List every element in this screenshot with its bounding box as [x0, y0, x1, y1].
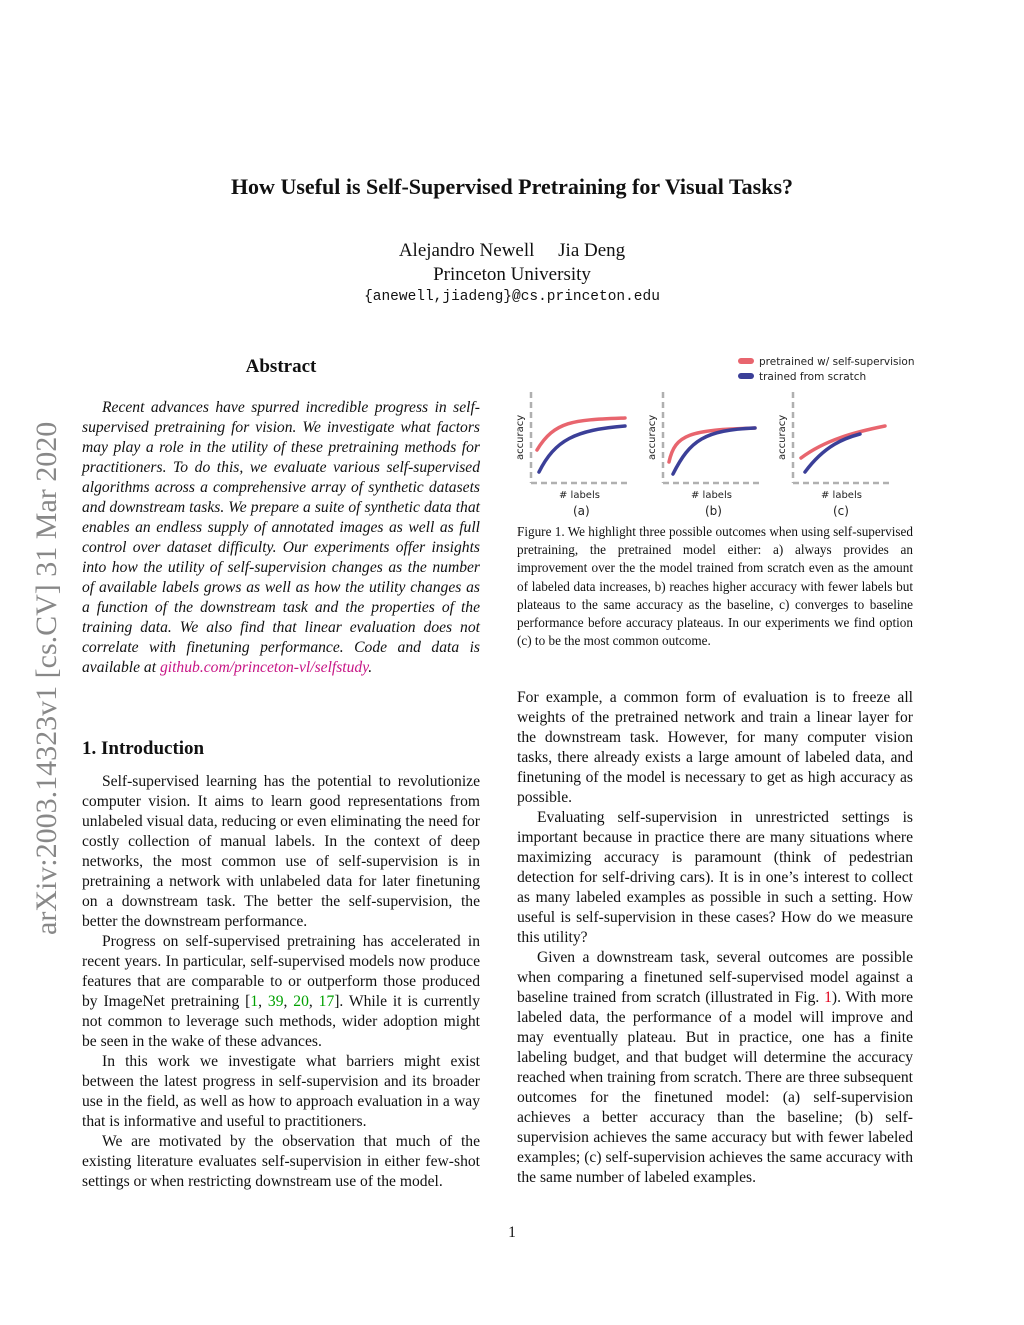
abstract-text: Recent advances have spurred incredible progress in self-supervised pretraining for vision. We investigate what factors may play a role in the utility of these pretraining methods for practitioners. To do this, we evaluate various self-supervised algorithms across a comprehensive array of synthetic datasets and downstream tasks. We prepare a suite of synthetic data that enables an endless supply of annotated images as well as full control over dataset difficulty. Our experiments offer insights into how the utility of self-supervision changes as the number of available labels grows as well as how the utility changes as a function of the downstream task and the properties of the training data. We also find that linear evaluation does not correlate with finetuning performance. Code and data is available at [82, 399, 480, 676]
figure-reference-link[interactable]: 1 [824, 989, 832, 1006]
intro-paragraph-2: Progress on self-supervised pretraining has accelerated in recent years. In particular, self-supervised models now produce features that are comparable to or outperform those produced by ImageNet pretraining [1, 39, 20, 17]. While it is currently not common to leverage such methods, wider adoption might be seen in the wake of these advances. [82, 933, 481, 1050]
abstract-end: . [368, 659, 373, 676]
arxiv-identifier [18, 345, 70, 945]
figure-1 [515, 350, 915, 520]
author-list: Alejandro Newell Jia Deng [398, 240, 626, 261]
panel-c [777, 392, 892, 518]
section-heading-introduction: 1. Introduction [82, 738, 205, 759]
x-axis-label: # labels [691, 490, 732, 501]
page-number: 1 [508, 1224, 516, 1241]
legend-swatch-scratch [738, 373, 754, 379]
intro-paragraph-3: In this work we investigate what barriers might exist between the latest progress in self-supervision and its broader use in the field, as well as how to approach evaluation in a way that is informative and useful to practitioners. [82, 1053, 480, 1130]
affiliation: Princeton University [433, 264, 591, 285]
intro-p2-end: ]. While it is currently not common to leverage such methods, wider adoption might be seen in the wake of these advances. [82, 993, 481, 1050]
panel-label-b: (b) [705, 504, 722, 518]
panel-label-a: (a) [573, 504, 590, 518]
introduction-body [82, 772, 480, 1192]
citation-link[interactable]: 39 [267, 993, 284, 1010]
right-paragraph-1: For example, a common form of evaluation is to freeze all weights of the pretrained network and train a linear layer for the downstream task. However, for many computer vision tasks, there already exists a large amount of labeled data, and finetuning of the model is necessary to get as high accuracy as possible. [517, 689, 913, 806]
x-axis-label: # labels [821, 490, 862, 501]
intro-paragraph-1: Self-supervised learning has the potential to revolutionize computer vision. It aims to learn good representations from unlabeled visual data, reducing or even eliminating the need for costly collection of manual labels. In the context of deep networks, the most common use of self-supervision is in pretraining a network with unlabeled data for later finetuning on a downstream task. The better the self-supervision, the better the downstream performance. [82, 773, 480, 930]
panel-b [647, 392, 762, 518]
panel-a [515, 392, 630, 518]
y-axis-label: accuracy [515, 414, 526, 460]
figure-1-caption: Figure 1. We highlight three possible outcomes when using self-supervised pretraining, the pretrained model either: a) always provides an improvement over the the model trained from scratch even as the amount of labeled data increases, b) reaches higher accuracy with fewer labels but plateaus to the same accuracy as the baseline, c) converges to baseline performance before accuracy plateaus. In our experiments we find option (c) to be the most common outcome. [517, 524, 913, 649]
curve-pretrained [801, 426, 885, 458]
arxiv-identifier-text: arXiv:2003.14323v1 [cs.CV] 31 Mar 2020 [30, 421, 63, 935]
y-axis-label: accuracy [777, 414, 788, 460]
citation-link[interactable]: 20 [293, 993, 309, 1010]
legend-label-scratch: trained from scratch [759, 371, 867, 383]
legend-label-pretrained: pretrained w/ self-supervision [759, 356, 915, 368]
citation-link[interactable]: 17 [318, 993, 335, 1010]
right-column-body [517, 688, 913, 1188]
right-paragraph-3 [517, 948, 913, 1188]
y-axis-label: accuracy [647, 414, 658, 460]
x-axis-label: # labels [559, 490, 600, 501]
code-link[interactable]: github.com/princeton-vl/selfstudy [159, 659, 369, 676]
right-paragraph-2: Evaluating self-supervision in unrestricted settings is important because in practice there are many situations where maximizing accuracy is paramount (think of pedestrian detection for self-driving cars). It is in one’s interest to collect as many labeled examples as possible in such a setting. How useful is self-supervision in these cases? How do we measure this utility? [517, 809, 913, 946]
abstract-body [82, 398, 480, 678]
right-p3-start: Given a downstream task, several outcomes are possible when comparing a finetuned self-supervised model against a baseline trained from scratch (illustrated in Fig. [517, 949, 913, 1006]
intro-paragraph-4: We are motivated by the observation that much of the existing literature evaluates self-supervision in either few-shot settings or when restricting downstream use of the model. [82, 1133, 480, 1190]
paper-title: How Useful is Self-Supervised Pretraining for Visual Tasks? [230, 174, 794, 199]
citation-link[interactable]: 1 [250, 993, 259, 1010]
author-email: {anewell,jiadeng}@cs.princeton.edu [364, 289, 660, 305]
abstract-heading: Abstract [245, 356, 317, 377]
right-p3-end: ). With more labeled data, the performance of a model will improve and may eventually plateau. But in practice, one has a finite labeling budget, and that budget will determine the accuracy reached when training from scratch. There are three subsequent outcomes for the finetuned model: (a) self-supervision achieves a better accuracy than the baseline; (b) self-supervision achieves the same accuracy but with fewer labeled examples; (c) self-supervision achieves the same accuracy with the same number of labeled examples. [517, 989, 913, 1186]
curve-scratch [673, 428, 755, 474]
panel-label-c: (c) [833, 504, 849, 518]
legend-swatch-pretrained [738, 358, 754, 364]
intro-p2-start: Progress on self-supervised pretraining has accelerated in recent years. In particular, self-supervised models now produce features that are comparable to or outperform those produced by ImageNet pretraining [ [82, 933, 480, 1010]
